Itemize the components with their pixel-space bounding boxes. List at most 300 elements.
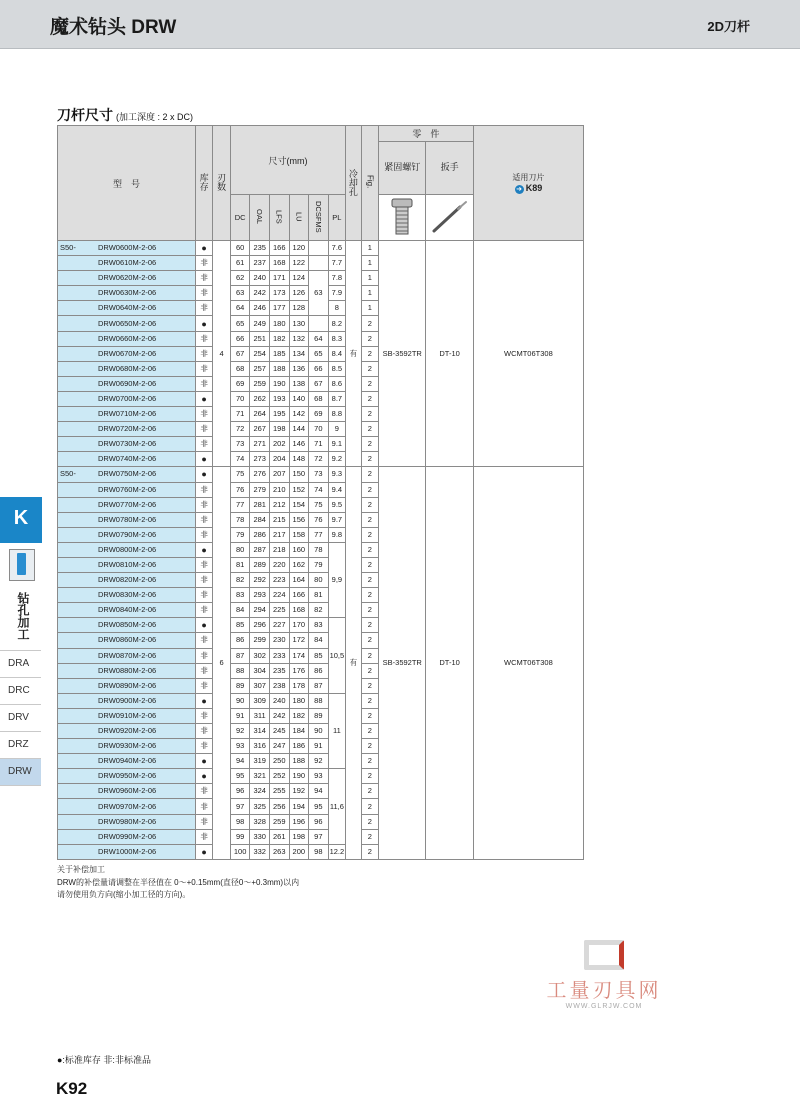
lfs-cell: 261 [269, 829, 289, 844]
oal-cell: 324 [250, 784, 270, 799]
model-cell: DRW0740M-2-06 [58, 452, 196, 467]
notes [57, 864, 299, 902]
lfs-cell: 177 [269, 301, 289, 316]
lu-cell: 130 [289, 316, 309, 331]
pl-cell: 9.5 [328, 497, 346, 512]
lu-cell: 144 [289, 422, 309, 437]
flutes-cell: 4 [213, 241, 230, 467]
lu-cell: 150 [289, 467, 309, 482]
lu-cell: 188 [289, 754, 309, 769]
lfs-cell: 198 [269, 422, 289, 437]
lfs-cell: 240 [269, 693, 289, 708]
insert-cell: WCMT06T308 [473, 241, 583, 467]
fig-cell: 2 [361, 467, 378, 482]
oal-cell: 276 [250, 467, 270, 482]
lfs-cell: 230 [269, 633, 289, 648]
dcsfms-cell: 67 [309, 376, 329, 391]
oal-cell: 321 [250, 769, 270, 784]
oal-cell: 302 [250, 648, 270, 663]
dcsfms-cell [309, 241, 329, 256]
model-cell: DRW0760M-2-06 [58, 482, 196, 497]
lfs-cell: 245 [269, 724, 289, 739]
dcsfms-cell: 63 [309, 271, 329, 316]
watermark-text: 工量刃具网 [546, 980, 662, 1002]
pl-cell: 9,9 [328, 542, 346, 617]
drill-icon [9, 549, 35, 581]
stock-cell: 非 [195, 301, 212, 316]
col-dcsfms: DCSFMS [309, 195, 329, 241]
section-title [57, 105, 193, 125]
dc-cell: 75 [230, 467, 250, 482]
dc-cell: 86 [230, 633, 250, 648]
oal-cell: 249 [250, 316, 270, 331]
stock-cell: ● [195, 542, 212, 557]
oal-cell: 287 [250, 542, 270, 557]
lu-cell: 166 [289, 588, 309, 603]
fig-cell: 1 [361, 286, 378, 301]
coolant-cell: 有 [346, 467, 361, 859]
fig-cell: 2 [361, 663, 378, 678]
col-lu: LU [289, 195, 309, 241]
stock-cell: ● [195, 844, 212, 859]
side-nav [0, 650, 41, 786]
dcsfms-cell: 71 [309, 437, 329, 452]
lfs-cell: 238 [269, 678, 289, 693]
model-cell: DRW0900M-2-06 [58, 693, 196, 708]
fig-cell: 2 [361, 452, 378, 467]
note-line: DRW的补偿量请调整在半径值在 0～+0.15mm(直径0～+0.3mm)以内 [57, 877, 300, 887]
lfs-cell: 220 [269, 557, 289, 572]
side-nav-dra[interactable]: DRA [0, 650, 41, 678]
dc-cell: 66 [230, 331, 250, 346]
dcsfms-cell: 84 [309, 633, 329, 648]
lfs-cell: 224 [269, 588, 289, 603]
table-row [58, 467, 584, 482]
stock-cell: 非 [195, 648, 212, 663]
lu-cell: 134 [289, 346, 309, 361]
fig-cell: 2 [361, 437, 378, 452]
model-cell: DRW0880M-2-06 [58, 663, 196, 678]
dc-cell: 73 [230, 437, 250, 452]
stock-cell: 非 [195, 829, 212, 844]
dcsfms-cell [309, 316, 329, 331]
lfs-cell: 255 [269, 784, 289, 799]
dims-header: 尺寸(mm) [230, 126, 345, 195]
lu-cell: 192 [289, 784, 309, 799]
oal-cell: 314 [250, 724, 270, 739]
model-cell: DRW0960M-2-06 [58, 784, 196, 799]
dcsfms-cell: 83 [309, 618, 329, 633]
model-cell: DRW0730M-2-06 [58, 437, 196, 452]
oal-cell: 271 [250, 437, 270, 452]
oal-cell: 307 [250, 678, 270, 693]
model-cell: DRW0680M-2-06 [58, 361, 196, 376]
insert-header-label: 适用刀片 [512, 173, 545, 183]
stock-cell: 非 [195, 437, 212, 452]
oal-cell: 309 [250, 693, 270, 708]
oal-cell: 332 [250, 844, 270, 859]
wrench-icon [430, 199, 470, 235]
dcsfms-cell: 72 [309, 452, 329, 467]
col-dc: DC [230, 195, 250, 241]
stock-cell: ● [195, 467, 212, 482]
dcsfms-cell: 82 [309, 603, 329, 618]
lfs-cell: 207 [269, 467, 289, 482]
fig-cell: 1 [361, 256, 378, 271]
lu-cell: 196 [289, 814, 309, 829]
fig-cell: 2 [361, 557, 378, 572]
lu-cell: 180 [289, 693, 309, 708]
stock-cell: ● [195, 769, 212, 784]
stock-cell: 非 [195, 346, 212, 361]
model-cell: S50- DRW0600M-2-06 [58, 241, 196, 256]
insert-ref-link[interactable]: ➜ K89 [516, 183, 543, 194]
dc-cell: 78 [230, 512, 250, 527]
lu-cell: 170 [289, 618, 309, 633]
fig-cell: 2 [361, 542, 378, 557]
dc-cell: 76 [230, 482, 250, 497]
lu-cell: 136 [289, 361, 309, 376]
stock-cell: 非 [195, 603, 212, 618]
side-nav-drc[interactable]: DRC [0, 678, 41, 705]
pl-cell: 7.7 [328, 256, 346, 271]
lfs-cell: 217 [269, 527, 289, 542]
model-cell: DRW0710M-2-06 [58, 407, 196, 422]
model-cell: DRW0780M-2-06 [58, 512, 196, 527]
lu-cell: 122 [289, 256, 309, 271]
oal-cell: 262 [250, 391, 270, 406]
fig-cell: 2 [361, 331, 378, 346]
lu-cell: 138 [289, 376, 309, 391]
pl-cell: 11 [328, 693, 346, 768]
lfs-cell: 242 [269, 708, 289, 723]
dc-cell: 84 [230, 603, 250, 618]
dcsfms-cell: 80 [309, 573, 329, 588]
fig-cell: 2 [361, 829, 378, 844]
lfs-cell: 227 [269, 618, 289, 633]
stock-cell: 非 [195, 422, 212, 437]
fig-cell: 1 [361, 271, 378, 286]
stock-cell: 非 [195, 376, 212, 391]
dcsfms-cell: 98 [309, 844, 329, 859]
table-row [58, 241, 584, 256]
pl-cell: 7.6 [328, 241, 346, 256]
oal-cell: 240 [250, 271, 270, 286]
lfs-cell: 180 [269, 316, 289, 331]
fig-cell: 2 [361, 799, 378, 814]
dcsfms-cell: 91 [309, 739, 329, 754]
fig-cell: 2 [361, 512, 378, 527]
note-line: 请勿使用负方向(缩小加工径的方向)。 [57, 890, 191, 899]
oal-cell: 316 [250, 739, 270, 754]
fig-cell: 2 [361, 724, 378, 739]
dc-cell: 79 [230, 527, 250, 542]
stock-header: 库存 [195, 126, 212, 241]
pl-cell: 7.9 [328, 286, 346, 301]
dcsfms-cell: 64 [309, 331, 329, 346]
oal-cell: 246 [250, 301, 270, 316]
oal-cell: 328 [250, 814, 270, 829]
dc-cell: 100 [230, 844, 250, 859]
side-nav-drw[interactable]: DRW [0, 759, 41, 786]
fig-cell: 2 [361, 588, 378, 603]
oal-cell: 286 [250, 527, 270, 542]
dc-cell: 96 [230, 784, 250, 799]
oal-cell: 242 [250, 286, 270, 301]
oal-cell: 311 [250, 708, 270, 723]
dc-cell: 60 [230, 241, 250, 256]
pl-cell: 8 [328, 301, 346, 316]
pl-cell: 10,5 [328, 618, 346, 693]
pl-cell: 9.4 [328, 482, 346, 497]
fig-cell: 2 [361, 497, 378, 512]
lu-cell: 140 [289, 391, 309, 406]
pl-cell: 9.1 [328, 437, 346, 452]
dc-cell: 99 [230, 829, 250, 844]
watermark-url: WWW.GLRJW.COM [565, 1003, 643, 1010]
dcsfms-cell: 92 [309, 754, 329, 769]
model-cell: DRW0800M-2-06 [58, 542, 196, 557]
lfs-cell: 171 [269, 271, 289, 286]
parts-header: 零 件 [379, 126, 474, 142]
model-cell: DRW0790M-2-06 [58, 527, 196, 542]
section-title-text: 刀杆尺寸 [57, 107, 113, 123]
side-nav-drz[interactable]: DRZ [0, 732, 41, 759]
model-cell: S50- DRW0750M-2-06 [58, 467, 196, 482]
dc-cell: 65 [230, 316, 250, 331]
fig-cell: 2 [361, 346, 378, 361]
insert-cell: WCMT06T308 [473, 467, 583, 859]
lu-cell: 198 [289, 829, 309, 844]
stock-cell: 非 [195, 799, 212, 814]
stock-cell: ● [195, 241, 212, 256]
lfs-cell: 182 [269, 331, 289, 346]
stock-cell: ● [195, 618, 212, 633]
side-tab-k[interactable]: K [0, 497, 42, 543]
dc-cell: 69 [230, 376, 250, 391]
flutes-header: 刃数 [213, 126, 230, 241]
dcsfms-cell: 95 [309, 799, 329, 814]
lu-cell: 154 [289, 497, 309, 512]
lfs-cell: 215 [269, 512, 289, 527]
page-header [0, 0, 800, 49]
model-cell: DRW0950M-2-06 [58, 769, 196, 784]
wrench-image [426, 195, 473, 241]
model-cell: DRW0860M-2-06 [58, 633, 196, 648]
lfs-cell: 256 [269, 799, 289, 814]
oal-cell: 264 [250, 407, 270, 422]
dc-cell: 71 [230, 407, 250, 422]
fig-cell: 2 [361, 316, 378, 331]
dc-cell: 94 [230, 754, 250, 769]
stock-cell: ● [195, 693, 212, 708]
oal-cell: 235 [250, 241, 270, 256]
dc-cell: 61 [230, 256, 250, 271]
oal-cell: 299 [250, 633, 270, 648]
wrench-header: 扳手 [426, 142, 473, 195]
lu-cell: 120 [289, 241, 309, 256]
oal-cell: 284 [250, 512, 270, 527]
model-cell: DRW0990M-2-06 [58, 829, 196, 844]
fig-cell: 2 [361, 573, 378, 588]
model-cell: DRW0930M-2-06 [58, 739, 196, 754]
lu-cell: 184 [289, 724, 309, 739]
lfs-cell: 185 [269, 346, 289, 361]
dc-cell: 62 [230, 271, 250, 286]
stock-cell: 非 [195, 527, 212, 542]
insert-header [473, 126, 583, 241]
category-label: 2D刀杆 [707, 19, 750, 34]
lu-cell: 132 [289, 331, 309, 346]
stock-cell: 非 [195, 663, 212, 678]
dc-cell: 74 [230, 452, 250, 467]
stock-cell: 非 [195, 814, 212, 829]
lu-cell: 162 [289, 557, 309, 572]
lu-cell: 158 [289, 527, 309, 542]
dcsfms-cell: 90 [309, 724, 329, 739]
lu-cell: 164 [289, 573, 309, 588]
dc-cell: 68 [230, 361, 250, 376]
model-cell: DRW0970M-2-06 [58, 799, 196, 814]
model-cell: DRW0770M-2-06 [58, 497, 196, 512]
dc-cell: 80 [230, 542, 250, 557]
stock-cell: 非 [195, 512, 212, 527]
lu-cell: 126 [289, 286, 309, 301]
flutes-cell: 6 [213, 467, 230, 859]
model-cell: DRW0850M-2-06 [58, 618, 196, 633]
stock-cell: 非 [195, 331, 212, 346]
lfs-cell: 173 [269, 286, 289, 301]
fig-cell: 2 [361, 391, 378, 406]
stock-cell: 非 [195, 633, 212, 648]
dcsfms-cell: 97 [309, 829, 329, 844]
dcsfms-cell: 81 [309, 588, 329, 603]
fig-cell: 2 [361, 739, 378, 754]
dcsfms-cell: 70 [309, 422, 329, 437]
spec-table-body [58, 241, 584, 860]
pl-cell: 8.4 [328, 346, 346, 361]
lfs-cell: 235 [269, 663, 289, 678]
model-cell: DRW0610M-2-06 [58, 256, 196, 271]
lfs-cell: 259 [269, 814, 289, 829]
lu-cell: 194 [289, 799, 309, 814]
lfs-cell: 168 [269, 256, 289, 271]
screw-header: 紧固螺钉 [379, 142, 426, 195]
stock-cell: 非 [195, 678, 212, 693]
lfs-cell: 195 [269, 407, 289, 422]
fig-cell: 2 [361, 784, 378, 799]
spec-table [57, 125, 584, 860]
dcsfms-cell: 73 [309, 467, 329, 482]
dc-cell: 90 [230, 693, 250, 708]
lu-cell: 186 [289, 739, 309, 754]
stock-cell: 非 [195, 286, 212, 301]
fig-cell: 2 [361, 814, 378, 829]
watermark [538, 940, 670, 1010]
fig-cell: 2 [361, 407, 378, 422]
dc-cell: 95 [230, 769, 250, 784]
stock-cell: 非 [195, 784, 212, 799]
pl-cell: 12.2 [328, 844, 346, 859]
dc-cell: 85 [230, 618, 250, 633]
oal-cell: 267 [250, 422, 270, 437]
lu-cell: 168 [289, 603, 309, 618]
dc-cell: 89 [230, 678, 250, 693]
dc-cell: 83 [230, 588, 250, 603]
model-cell: DRW0670M-2-06 [58, 346, 196, 361]
fig-cell: 1 [361, 301, 378, 316]
stock-cell: 非 [195, 739, 212, 754]
lfs-cell: 210 [269, 482, 289, 497]
lfs-cell: 166 [269, 241, 289, 256]
lu-cell: 182 [289, 708, 309, 723]
lfs-cell: 218 [269, 542, 289, 557]
dcsfms-cell: 96 [309, 814, 329, 829]
stock-cell: 非 [195, 573, 212, 588]
oal-cell: 330 [250, 829, 270, 844]
oal-cell: 281 [250, 497, 270, 512]
stock-cell: 非 [195, 482, 212, 497]
lfs-cell: 250 [269, 754, 289, 769]
dc-cell: 63 [230, 286, 250, 301]
fig-cell: 1 [361, 241, 378, 256]
dcsfms-cell: 76 [309, 512, 329, 527]
model-cell: DRW0840M-2-06 [58, 603, 196, 618]
dcsfms-cell: 74 [309, 482, 329, 497]
model-cell: DRW0810M-2-06 [58, 557, 196, 572]
oal-cell: 294 [250, 603, 270, 618]
pl-cell: 8.2 [328, 316, 346, 331]
dcsfms-cell: 77 [309, 527, 329, 542]
lu-cell: 128 [289, 301, 309, 316]
model-cell: DRW0660M-2-06 [58, 331, 196, 346]
model-cell: DRW0920M-2-06 [58, 724, 196, 739]
stock-cell: ● [195, 754, 212, 769]
stock-cell: ● [195, 316, 212, 331]
fig-cell: 2 [361, 376, 378, 391]
stock-cell: 非 [195, 588, 212, 603]
pl-cell: 9 [328, 422, 346, 437]
fig-cell: 2 [361, 769, 378, 784]
dcsfms-cell: 89 [309, 708, 329, 723]
dc-cell: 97 [230, 799, 250, 814]
col-lfs: LFS [269, 195, 289, 241]
dc-cell: 82 [230, 573, 250, 588]
coolant-cell: 有 [346, 241, 361, 467]
lfs-cell: 233 [269, 648, 289, 663]
stock-cell: 非 [195, 256, 212, 271]
stock-cell: ● [195, 391, 212, 406]
fig-cell: 2 [361, 422, 378, 437]
lu-cell: 176 [289, 663, 309, 678]
lu-cell: 172 [289, 633, 309, 648]
model-cell: DRW0700M-2-06 [58, 391, 196, 406]
dcsfms-cell: 86 [309, 663, 329, 678]
fig-cell: 2 [361, 648, 378, 663]
lfs-cell: 193 [269, 391, 289, 406]
oal-cell: 257 [250, 361, 270, 376]
side-nav-drv[interactable]: DRV [0, 705, 41, 732]
model-cell: DRW0910M-2-06 [58, 708, 196, 723]
dc-cell: 91 [230, 708, 250, 723]
oal-cell: 237 [250, 256, 270, 271]
oal-cell: 325 [250, 799, 270, 814]
dc-cell: 81 [230, 557, 250, 572]
fig-cell: 2 [361, 633, 378, 648]
dc-cell: 77 [230, 497, 250, 512]
dcsfms-cell: 78 [309, 542, 329, 557]
oal-cell: 254 [250, 346, 270, 361]
